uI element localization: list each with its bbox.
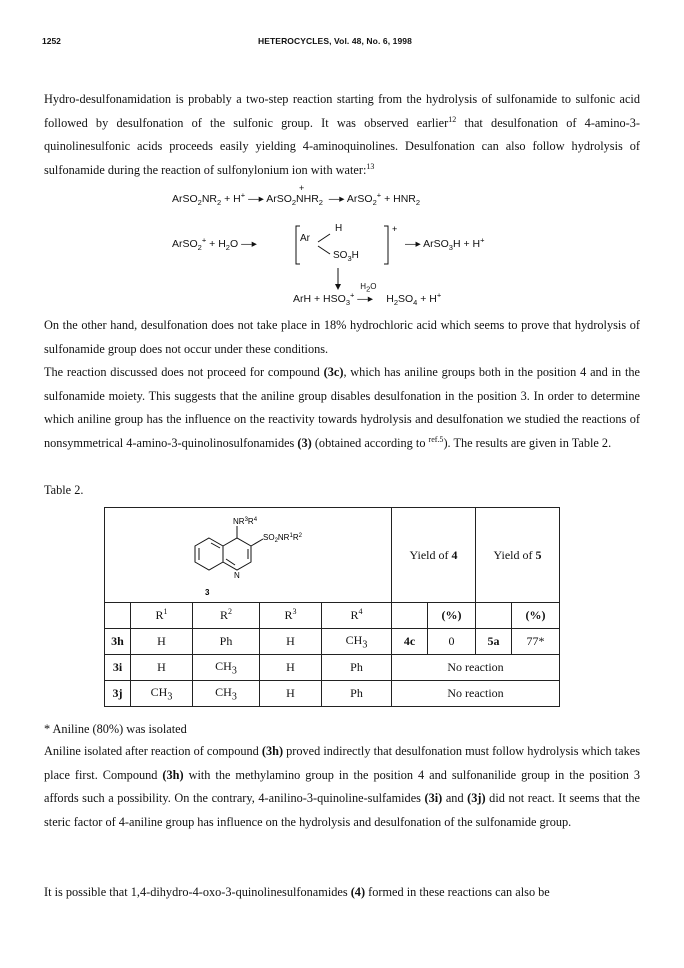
column-header-row: $R^1$ $R^2$ $R^3$ $R^4$ (%) (%) (105, 603, 560, 629)
results-table (104, 507, 560, 707)
quinoline-structure (105, 508, 391, 598)
paragraph-4: Aniline isolated after reaction of compound (3h) proved indirectly that desulfonation must follow hydrolysis which takes place first. Compound (3h) with the methylamino group in the position 4 and sulfonanilide group in the position 3 affords such a possibility. On the contrary, 4-anilino-3-quinoline-sulfamides (3i) and (3j) did not react. It seems that the steric factor of 4-aniline group has influence on the hydrolysis and desulfonation of the sulfonamide group. (44, 744, 641, 829)
ring-nitrogen: N (234, 571, 240, 580)
page-number: 1252 (42, 36, 61, 46)
table-caption: Table 2. (44, 483, 84, 497)
table-row: 3j $CH_3$ $CH_3$ H Ph No reaction (105, 681, 560, 707)
quinoline-structure-cell (105, 508, 392, 603)
table-footnote: * Aniline (80%) was isolated (44, 722, 187, 736)
svg-text:+: + (392, 224, 398, 234)
running-header (0, 36, 684, 50)
journal-title: HETEROCYCLES, Vol. 48, No. 6, 1998 (258, 36, 412, 46)
ref-13: 13 (366, 161, 375, 171)
table-row: 3h H Ph H $CH_3$ 4c 0 5a 77* (105, 629, 560, 655)
table-row: 3i H $CH_3$ H Ph No reaction (105, 655, 560, 681)
nr3r4-label: $NR^3R^4$ (233, 517, 258, 526)
scheme-row-3: ArH + $HSO_3^+$ $H_2O$ —▸ $H_2SO_4 + H^+$ (293, 282, 442, 308)
arrow-icon: —▸ (405, 238, 421, 250)
sigma-so3h: $SO_3H$ (333, 250, 359, 263)
scheme-row-2: ArSO$_2$+ + $H_2O$ —▸ (172, 235, 257, 253)
paragraph-2: On the other hand, desulfonation does not take place in 18% hydrochloric acid which seems to prove that hydrolysis of sulfonamide group does not occur under these conditions. (44, 318, 640, 356)
paragraph-1 (44, 88, 640, 182)
paragraph-3: The reaction discussed does not proceed for compound (3c), which has aniline groups both in the position 4 and in the sulfonamide moiety. This suggests that the aniline group disables desulfonation in the position 3. In order to determine which aniline group has the influence on the reactivity towards hydrolysis and desulfonation we studied the reactions of nonsymmetrical 4-amino-3-quinolinosulfonamides (3) (obtained according to $^{ref.5}$). The results are given in Table 2. (44, 365, 640, 450)
scheme-row-1: $ArSO_2NR_2 + H^+$ —▸ ArSO$_2$ + $NHR_2$ —▸ ArSO$_2$+ + $HNR_2$ (172, 183, 421, 208)
so2nr1r2-label: $SO_2NR^1R^2$ (263, 533, 302, 544)
paragraph-5: It is possible that 1,4-dihydro-4-oxo-3-quinolinesulfonamides (4) formed in these reactions can also be (44, 885, 550, 899)
scheme-row-2-product: —▸ ArSO$_3$H + H+ (405, 235, 485, 253)
compound-number: 3 (205, 588, 210, 597)
arrow-icon: —▸ (328, 193, 345, 205)
sigma-h: H (335, 223, 343, 234)
arrow-icon: —▸ (241, 238, 257, 250)
arrow-icon: —▸ (357, 293, 374, 305)
text: Hydro-desulfonamidation is probably a two-step reaction starting from the hydrolysis of sulfonamide to sulfonic acid followed by desulfonation of the sulfonic group. It was observed earlier (44, 92, 640, 130)
down-arrow-icon (333, 268, 343, 292)
text: that desulfonation of 4-amino-3-quinolinesulfonic acids proceeds easily yielding 4-aminoquinolines. Desulfonation can also follow hydrolysis of sulfonamide during the reaction of sulfonylonium ion with water: (44, 115, 640, 177)
yield-4-header: Yield of 4 (392, 508, 476, 603)
yield-5-header: Yield of 5 (476, 508, 560, 603)
arrow-icon: —▸ (248, 193, 264, 205)
ref-12: 12 (448, 114, 457, 124)
sigma-ar: Ar (300, 233, 310, 244)
